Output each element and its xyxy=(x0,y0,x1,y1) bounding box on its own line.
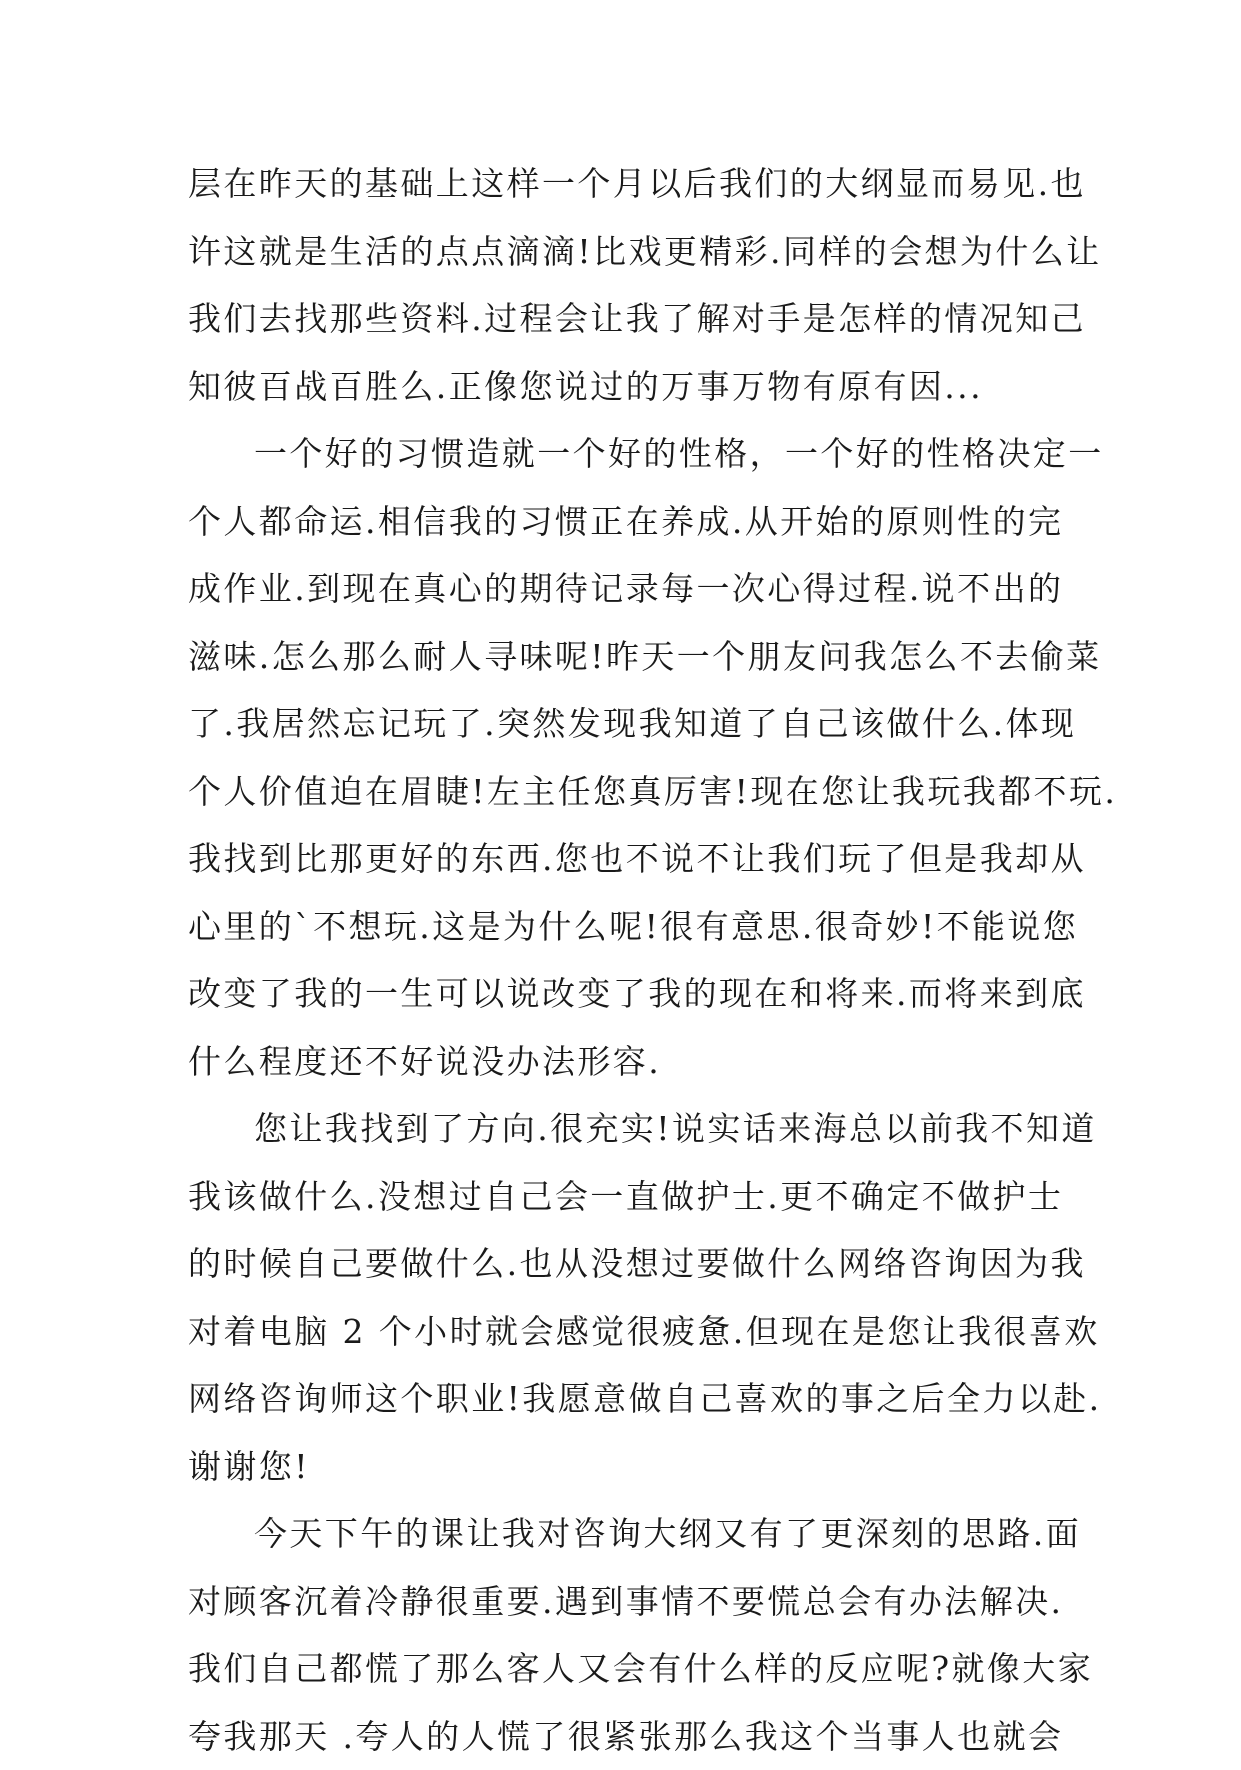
text-line: 许这就是生活的点点滴滴!比戏更精彩.同样的会想为什么让 xyxy=(188,218,1068,286)
document-body xyxy=(188,150,1068,1770)
text-line: 了.我居然忘记玩了.突然发现我知道了自己该做什么.体现 xyxy=(188,690,1068,758)
text-line: 一个好的习惯造就一个好的性格，一个好的性格决定一 xyxy=(188,420,1068,488)
text-line: 我找到比那更好的东西.您也不说不让我们玩了但是我却从 xyxy=(188,825,1068,893)
paragraph-1 xyxy=(188,150,1068,420)
text-line: 什么程度还不好说没办法形容. xyxy=(188,1028,1068,1096)
text-line: 我该做什么.没想过自己会一直做护士.更不确定不做护士 xyxy=(188,1163,1068,1231)
text-line: 我们去找那些资料.过程会让我了解对手是怎样的情况知己 xyxy=(188,285,1068,353)
text-line: 我们自己都慌了那么客人又会有什么样的反应呢?就像大家 xyxy=(188,1635,1068,1703)
text-line: 滋味.怎么那么耐人寻味呢!昨天一个朋友问我怎么不去偷菜 xyxy=(188,623,1068,691)
text-line: 夸我那天 .夸人的人慌了很紧张那么我这个当事人也就会 xyxy=(188,1703,1068,1770)
text-line: 成作业.到现在真心的期待记录每一次心得过程.说不出的 xyxy=(188,555,1068,623)
paragraph-3 xyxy=(188,1095,1068,1500)
text-line: 谢谢您! xyxy=(188,1433,1068,1501)
text-line: 您让我找到了方向.很充实!说实话来海总以前我不知道 xyxy=(188,1095,1068,1163)
paragraph-2 xyxy=(188,420,1068,1095)
text-line: 对着电脑 2 个小时就会感觉很疲惫.但现在是您让我很喜欢 xyxy=(188,1298,1068,1366)
text-line: 的时候自己要做什么.也从没想过要做什么网络咨询因为我 xyxy=(188,1230,1068,1298)
text-line: 心里的`不想玩.这是为什么呢!很有意思.很奇妙!不能说您 xyxy=(188,893,1068,961)
text-line: 改变了我的一生可以说改变了我的现在和将来.而将来到底 xyxy=(188,960,1068,1028)
text-line: 个人都命运.相信我的习惯正在养成.从开始的原则性的完 xyxy=(188,488,1068,556)
text-line: 层在昨天的基础上这样一个月以后我们的大纲显而易见.也 xyxy=(188,150,1068,218)
paragraph-4 xyxy=(188,1500,1068,1770)
text-line: 个人价值迫在眉睫!左主任您真厉害!现在您让我玩我都不玩. xyxy=(188,758,1068,826)
text-line: 今天下午的课让我对咨询大纲又有了更深刻的思路.面 xyxy=(188,1500,1068,1568)
text-line: 知彼百战百胜么.正像您说过的万事万物有原有因... xyxy=(188,353,1068,421)
text-line: 对顾客沉着冷静很重要.遇到事情不要慌总会有办法解决. xyxy=(188,1568,1068,1636)
text-line: 网络咨询师这个职业!我愿意做自己喜欢的事之后全力以赴. xyxy=(188,1365,1068,1433)
